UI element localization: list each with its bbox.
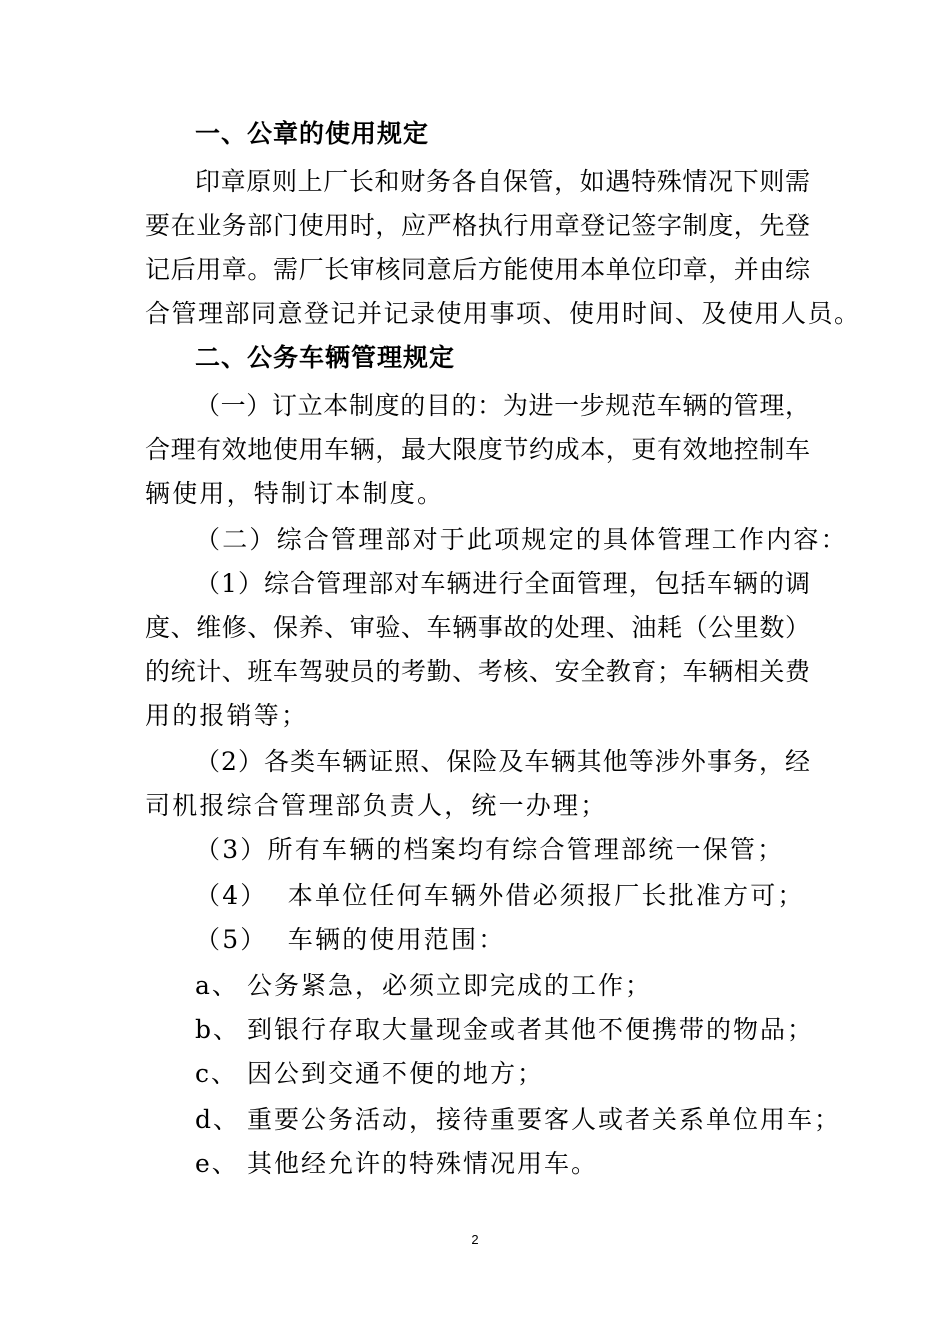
list-text: 到银行存取大量现金或者其他不便携带的物品； — [247, 1015, 815, 1044]
paragraph-line: （5） 车辆的使用范围： — [195, 925, 506, 954]
paragraph-line: （3）所有车辆的档案均有综合管理部统一保管； — [195, 835, 785, 864]
paragraph-line: （二）综合管理部对于此项规定的具体管理工作内容： — [195, 525, 848, 554]
list-item — [195, 964, 652, 1008]
list-text: 重要公务活动，接待重要客人或者关系单位用车； — [247, 1105, 842, 1134]
paragraph-line: 司机报综合管理部负责人，统一办理； — [145, 791, 608, 820]
list-marker: c、 — [195, 1059, 239, 1088]
list-marker: b、 — [195, 1015, 241, 1044]
paragraph-line: （4） 本单位任何车辆外借必须报厂长批准方可； — [195, 881, 805, 910]
list-item — [195, 1052, 544, 1096]
list-item — [195, 1098, 841, 1142]
paragraph-line: （2）各类车辆证照、保险及车辆其他等涉外事务，经 — [195, 747, 810, 776]
list-item — [195, 1142, 598, 1186]
paragraph-line: 合管理部同意登记并记录使用事项、使用时间、及使用人员。 — [145, 299, 861, 328]
paragraph-line: 辆使用，特制订本制度。 — [145, 479, 445, 508]
paragraph-line: （一）订立本制度的目的：为进一步规范车辆的管理， — [195, 391, 810, 420]
section2-title: 二、公务车辆管理规定 — [195, 343, 456, 372]
paragraph-line: 要在业务部门使用时，应严格执行用章登记签字制度，先登 — [145, 211, 810, 240]
paragraph-line: 的统计、班车驾驶员的考勤、考核、安全教育；车辆相关费 — [145, 657, 810, 686]
page-number: 2 — [471, 1232, 479, 1247]
list-text: 公务紧急，必须立即完成的工作； — [247, 971, 653, 1000]
paragraph-line: 合理有效地使用车辆，最大限度节约成本，更有效地控制车 — [145, 435, 810, 464]
list-marker: d、 — [195, 1105, 241, 1134]
list-marker: e、 — [195, 1149, 239, 1178]
paragraph-line: 度、维修、保养、审验、车辆事故的处理、油耗（公里数） — [145, 613, 810, 642]
list-marker: a、 — [195, 971, 239, 1000]
list-text: 因公到交通不便的地方； — [247, 1059, 545, 1088]
paragraph-line: 用的报销等； — [145, 701, 309, 730]
paragraph-line: 记后用章。需厂长审核同意后方能使用本单位印章，并由综 — [145, 255, 810, 284]
list-item — [195, 1008, 814, 1052]
list-text: 其他经允许的特殊情况用车。 — [247, 1149, 599, 1178]
section1-title: 一、公章的使用规定 — [195, 119, 430, 148]
paragraph-line: （1）综合管理部对车辆进行全面管理，包括车辆的调 — [195, 569, 810, 598]
paragraph-line: 印章原则上厂长和财务各自保管，如遇特殊情况下则需 — [195, 167, 810, 196]
